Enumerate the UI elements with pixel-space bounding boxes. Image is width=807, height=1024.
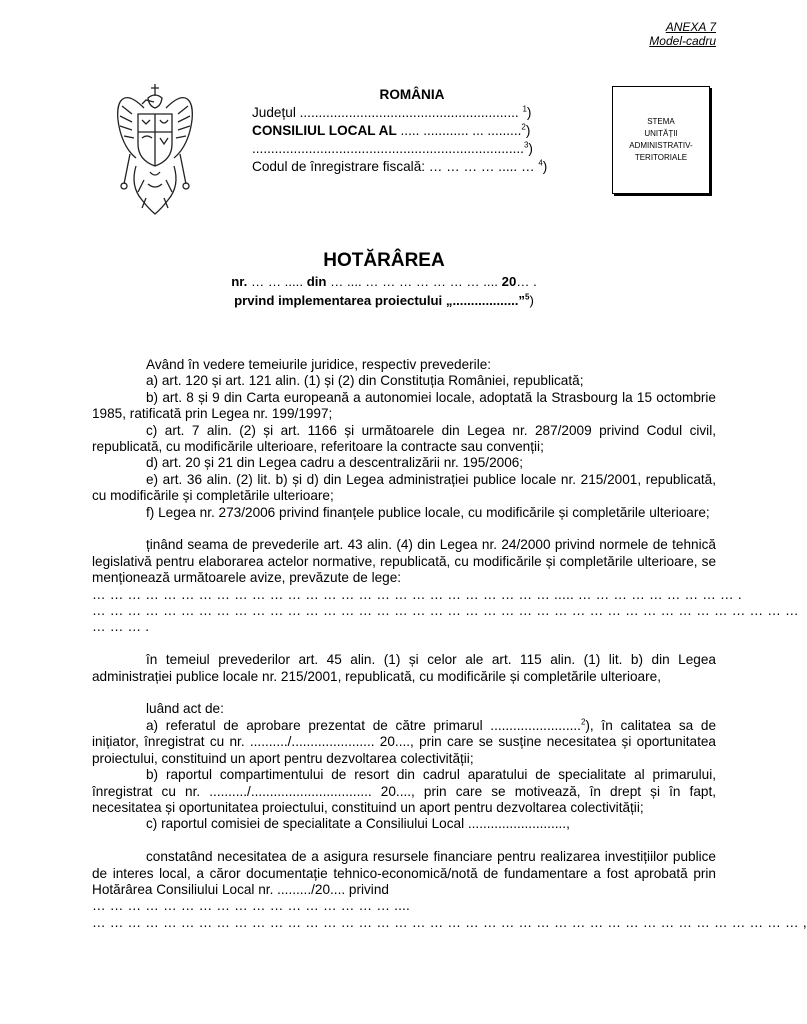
avize-dots-2: … … … … … … … … … … … … … … … … … … … … … … … … … … … … … … … … … … … … … … … … [92,603,799,619]
council-dots: ..... ............ ... ......... [400,123,522,138]
legal-basis-a: a) art. 120 și art. 121 alin. (1) și (2) din Constituția României, republicată; [146,373,584,389]
report-a-part-2: ), în calitatea sa de inițiator, înregistrat cu nr. ........../...................... 20...., prin care se susține necesitatea și oportunitatea proiectului, constituind un aport pentru dezvoltarea colectivității; [92,717,717,766]
footnote-3: 3 [523,140,529,150]
fiscal-line: Codul de înregistrare fiscală: … … … … ..... … $^4$) [252,158,548,174]
legal-basis-d: d) art. 20 și 21 din Legea cadru a descentralizării nr. 195/2006; [146,455,524,471]
din-dots: … .... … … … … … … … .... [330,274,498,289]
legal-basis-b: b) art. 8 și 9 din Carta europeană a autonomiei locale, adoptată la Strasbourg la 15 octombrie 1985, ratificată prin Legea nr. 199/1997; [92,389,716,422]
decision-subject-text: prvind implementarea proiectului „..................” [234,293,526,308]
investment-dots-1: … … … … … … … … … … … … … … … … … .... [92,898,411,914]
footnote-1: 1 [522,104,527,114]
annex-number: ANEXA 7 [665,20,716,34]
legal-basis-f: f) Legea nr. 273/2006 privind finanțele publice locale, cu modificările și completările ulterioare; [146,504,710,520]
stema-line-2: UNITĂȚII [644,129,678,138]
intro-paragraph: Având în vedere temeiurile juridice, respectiv prevederile: [146,357,492,372]
temei-paragraph: în temeiul prevederilor art. 45 alin. (1) și celor ale art. 115 alin. (1) lit. b) din Legea administrației publice locale nr. 215/2001, republicată, cu modificările și completările ulterioare, [92,652,716,684]
stema-line-3: ADMINISTRATIV- [629,141,693,150]
document-body [92,357,807,931]
stema-line-1: STEMA [647,117,675,126]
report-c: c) raportul comisiei de specialitate a Consiliului Local .........................., [146,816,570,832]
coat-of-arms-icon [114,80,196,218]
din-label: din [306,274,327,289]
footnote-2: 2 [521,122,526,132]
stema-placeholder-box [612,86,710,194]
footnote-4: 4 [538,158,543,168]
council-line: CONSILIUL LOCAL AL ..... ............ ... .........$^2$) [252,122,531,138]
legal-basis-c: c) art. 7 alin. (2) și art. 1166 și următoarele din Legea nr. 287/2009 privind Codul civil, republicată, cu modificările ulterioare, referitoare la contracte sau convenții; [92,422,716,455]
avize-dots-3: … … … . [92,619,150,635]
annex-model: Model-cadru [649,34,716,48]
tinand-paragraph: ținând seama de prevederile art. 43 alin. (4) din Legea nr. 24/2000 privind normele de tehnică legislativă pentru elaborarea actelor normative, republicată, cu modificările și completările ulterioare, se menționează următoarele avize, prevăzute de lege: [92,537,716,586]
footnote-2-body: 2 [580,717,586,727]
council-name: CONSILIUL LOCAL AL [252,123,397,138]
avize-dots-1: … … … … … … … … … … … … … … … … … … … … … … … … … … ..... … … … … … … … … … . [92,586,742,602]
council-header [252,86,592,176]
year-label: 20 [501,274,517,289]
nr-label: nr. [231,274,248,289]
nr-dots: … … ..... [250,274,304,289]
stema-line-4: TERITORIALE [634,153,688,162]
investment-dots-2: … … … … … … … … … … … … … … … … … … … … … … … … … … … … … … … … … … … … … … … … , [92,914,807,930]
fiscal-code: Codul de înregistrare fiscală: … … … … ..... … [252,159,535,174]
decision-title: HOTĂRÂREA [323,250,445,271]
annex-label [649,20,716,48]
constatand-paragraph: constatând necesitatea de a asigura resursele financiare pentru realizarea investițiilor publice de interes local, a căror documentație tehnico-economică/notă de fundamentare a fost aprobată prin Hotărârea Consiliului Local nr. ........./20.... privind [92,849,716,897]
county-line: Județul .......................................................... $^1$) [252,104,532,120]
footnote-5: 5 [525,292,530,302]
report-a [92,718,716,767]
decision-subject: prvind implementarea proiectului „..................”$^5$) [234,292,534,308]
legal-basis-e: e) art. 36 alin. (2) lit. b) și d) din Legea administrației publice locale nr. 215/2001, republicată, cu modificările și completările ulterioare; [92,471,716,504]
luand-act-heading: luând act de: [146,701,224,717]
report-a-part-1: a) referatul de aprobare prezentat de către primarul ........................ [146,717,581,733]
county-text: Județul .......................................................... [252,105,519,120]
extra-line: ........................................................................$^3$) [252,140,533,156]
decision-number-line [0,274,768,289]
report-b: b) raportul compartimentului de resort din cadrul aparatului de specialitate al primarului, înregistrat cu nr. ........../................................ 20...., prin care se motivează, în drept și în fapt, necesitatea și oportunitatea proiectului, constituind un aport pentru dezvoltarea colectivității; [92,767,716,815]
extra-dots: ........................................................................ [252,141,524,156]
country-name: ROMÂNIA [379,87,445,102]
year-dots: … . [516,274,537,289]
